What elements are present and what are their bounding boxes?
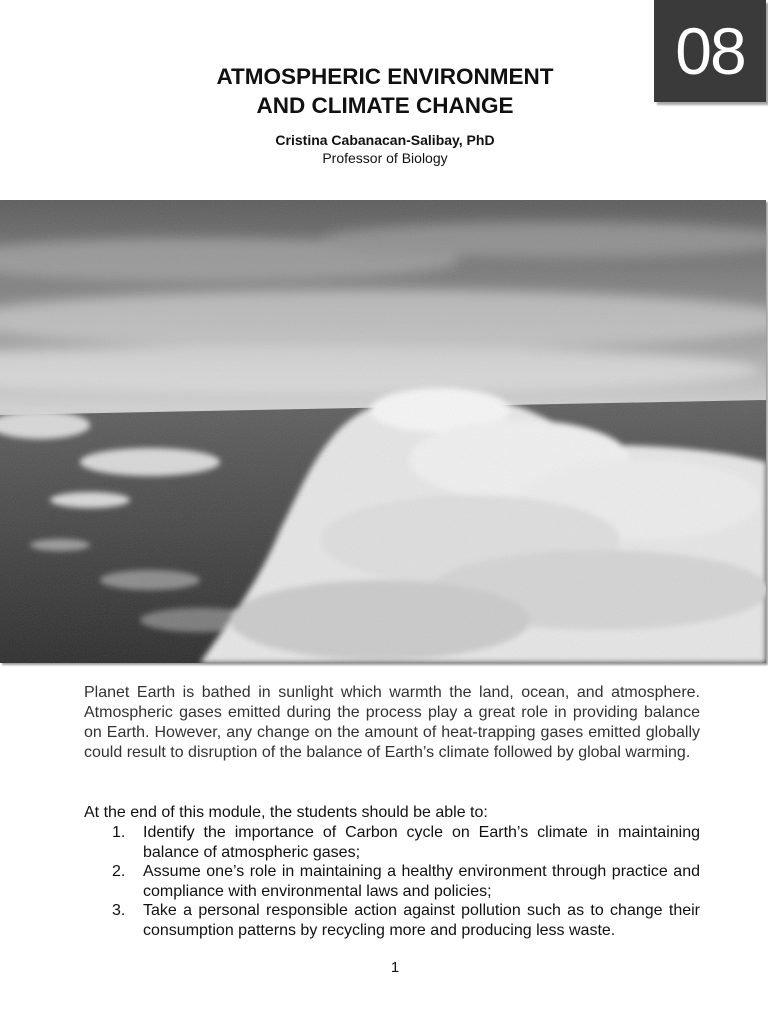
list-item-text: Identify the importance of Carbon cycle on Earth’s climate in maintaining balance of atmospheric gases; xyxy=(143,824,700,861)
author-name: Cristina Cabanacan-Salibay, PhD xyxy=(275,132,495,148)
title-line-2: AND CLIMATE CHANGE xyxy=(256,93,514,118)
list-item-number: 3. xyxy=(112,902,126,919)
list-item xyxy=(84,823,700,862)
list-item-text: Assume one’s role in maintaining a healthy environment through practice and compliance with environmental laws and policies; xyxy=(143,863,700,900)
objectives-list xyxy=(84,823,700,940)
chapter-number: 08 xyxy=(675,14,745,88)
objectives-lead: At the end of this module, the students should be able to: xyxy=(84,804,488,821)
list-item xyxy=(84,901,700,940)
list-item-text: Take a personal responsible action against pollution such as to change their consumption patterns by recycling more and producing less waste. xyxy=(143,902,700,939)
page-number: 1 xyxy=(390,959,400,976)
author-role: Professor of Biology xyxy=(322,150,448,166)
page-title xyxy=(120,62,650,120)
list-item-number: 2. xyxy=(112,863,126,880)
title-line-1: ATMOSPHERIC ENVIRONMENT xyxy=(216,64,554,89)
list-item-number: 1. xyxy=(112,824,126,841)
intro-paragraph: Planet Earth is bathed in sunlight which warmth the land, ocean, and atmosphere. Atmospheric gases emitted during the process play a great role in providing balance on Earth. However, any change on the amount of heat-trapping gases emitted globally could result to disruption of the balance of Earth’s climate followed by global warming. xyxy=(84,684,700,761)
chapter-number-badge xyxy=(654,0,766,102)
clouds-over-earth-photo xyxy=(0,200,766,663)
list-item xyxy=(84,862,700,901)
